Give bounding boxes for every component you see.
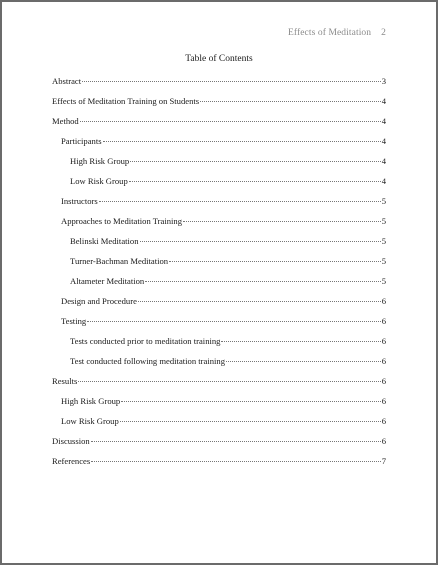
toc-entry-page: 6 <box>381 296 386 306</box>
toc-entry-label: Results <box>52 376 78 386</box>
toc-entry-label: Test conducted following meditation training <box>70 356 226 366</box>
toc-entry-label: Approaches to Meditation Training <box>61 216 183 226</box>
toc-entry <box>52 194 386 214</box>
toc-entry-page: 6 <box>381 316 386 326</box>
toc-entry-page: 5 <box>381 216 386 226</box>
toc-entry-label: Testing <box>61 316 87 326</box>
dot-leader <box>121 401 380 402</box>
toc-entry <box>52 334 386 354</box>
toc-entry-label: High Risk Group <box>70 156 130 166</box>
toc-entry-page: 4 <box>381 96 386 106</box>
toc-entry-page: 5 <box>381 236 386 246</box>
running-head-title: Effects of Meditation <box>287 28 372 38</box>
toc-entry-label: Low Risk Group <box>61 416 119 426</box>
toc-entry <box>52 74 386 94</box>
toc-entry <box>52 354 386 374</box>
toc-entry-label: Method <box>52 116 79 126</box>
toc-entry-label: Effects of Meditation Training on Students <box>52 96 200 106</box>
page-number: 2 <box>381 28 386 38</box>
toc-entry-label: Participants <box>61 136 102 146</box>
dot-leader <box>130 161 380 162</box>
toc-entry-label: Discussion <box>52 436 90 446</box>
dot-leader <box>140 241 381 242</box>
toc-entry-page: 7 <box>381 456 386 466</box>
toc-entry <box>52 414 386 434</box>
toc-title: Table of Contents <box>185 54 253 64</box>
toc-entry-page: 4 <box>381 176 386 186</box>
toc-entry <box>52 254 386 274</box>
toc-entry <box>52 154 386 174</box>
toc-entry-page: 5 <box>381 276 386 286</box>
toc-entry-label: Belinski Meditation <box>70 236 139 246</box>
dot-leader <box>120 421 381 422</box>
toc-entry-page: 6 <box>381 416 386 426</box>
toc-entry-label: Abstract <box>52 76 82 86</box>
toc-entry <box>52 294 386 314</box>
toc-entry <box>52 214 386 234</box>
toc-list <box>52 74 386 474</box>
toc-entry-label: Instructors <box>61 196 98 206</box>
toc-entry-label: High Risk Group <box>61 396 121 406</box>
toc-entry-page: 4 <box>381 116 386 126</box>
toc-entry <box>52 94 386 114</box>
toc-entry <box>52 394 386 414</box>
toc-entry <box>52 174 386 194</box>
dot-leader <box>91 461 381 462</box>
toc-entry <box>52 434 386 454</box>
toc-entry-page: 3 <box>381 76 386 86</box>
dot-leader <box>87 321 381 322</box>
dot-leader <box>129 181 381 182</box>
toc-entry-label: Turner-Bachman Meditation <box>70 256 169 266</box>
running-head <box>288 28 386 38</box>
dot-leader <box>138 301 381 302</box>
toc-entry <box>52 314 386 334</box>
dot-leader <box>169 261 381 262</box>
dot-leader <box>221 341 380 342</box>
toc-entry-page: 5 <box>381 196 386 206</box>
dot-leader <box>226 361 381 362</box>
dot-leader <box>183 221 381 222</box>
toc-entry-label: References <box>52 456 91 466</box>
toc-entry-page: 6 <box>381 436 386 446</box>
toc-entry-label: Design and Procedure <box>61 296 137 306</box>
toc-entry-page: 5 <box>381 256 386 266</box>
dot-leader <box>99 201 381 202</box>
toc-entry <box>52 114 386 134</box>
toc-entry-page: 4 <box>381 136 386 146</box>
toc-entry-page: 6 <box>381 336 386 346</box>
toc-entry-label: Altameter Meditation <box>70 276 145 286</box>
dot-leader <box>80 121 381 122</box>
toc-entry <box>52 454 386 474</box>
dot-leader <box>200 101 381 102</box>
dot-leader <box>145 281 380 282</box>
toc-entry <box>52 274 386 294</box>
toc-entry <box>52 134 386 154</box>
toc-entry-page: 6 <box>381 396 386 406</box>
toc-entry-label: Low Risk Group <box>70 176 128 186</box>
toc-entry <box>52 234 386 254</box>
toc-entry-page: 4 <box>381 156 386 166</box>
dot-leader <box>91 441 381 442</box>
dot-leader <box>78 381 380 382</box>
dot-leader <box>103 141 381 142</box>
toc-entry-page: 6 <box>381 356 386 366</box>
dot-leader <box>82 81 381 82</box>
toc-entry-page: 6 <box>381 376 386 386</box>
toc-entry <box>52 374 386 394</box>
toc-entry-label: Tests conducted prior to meditation training <box>70 336 221 346</box>
